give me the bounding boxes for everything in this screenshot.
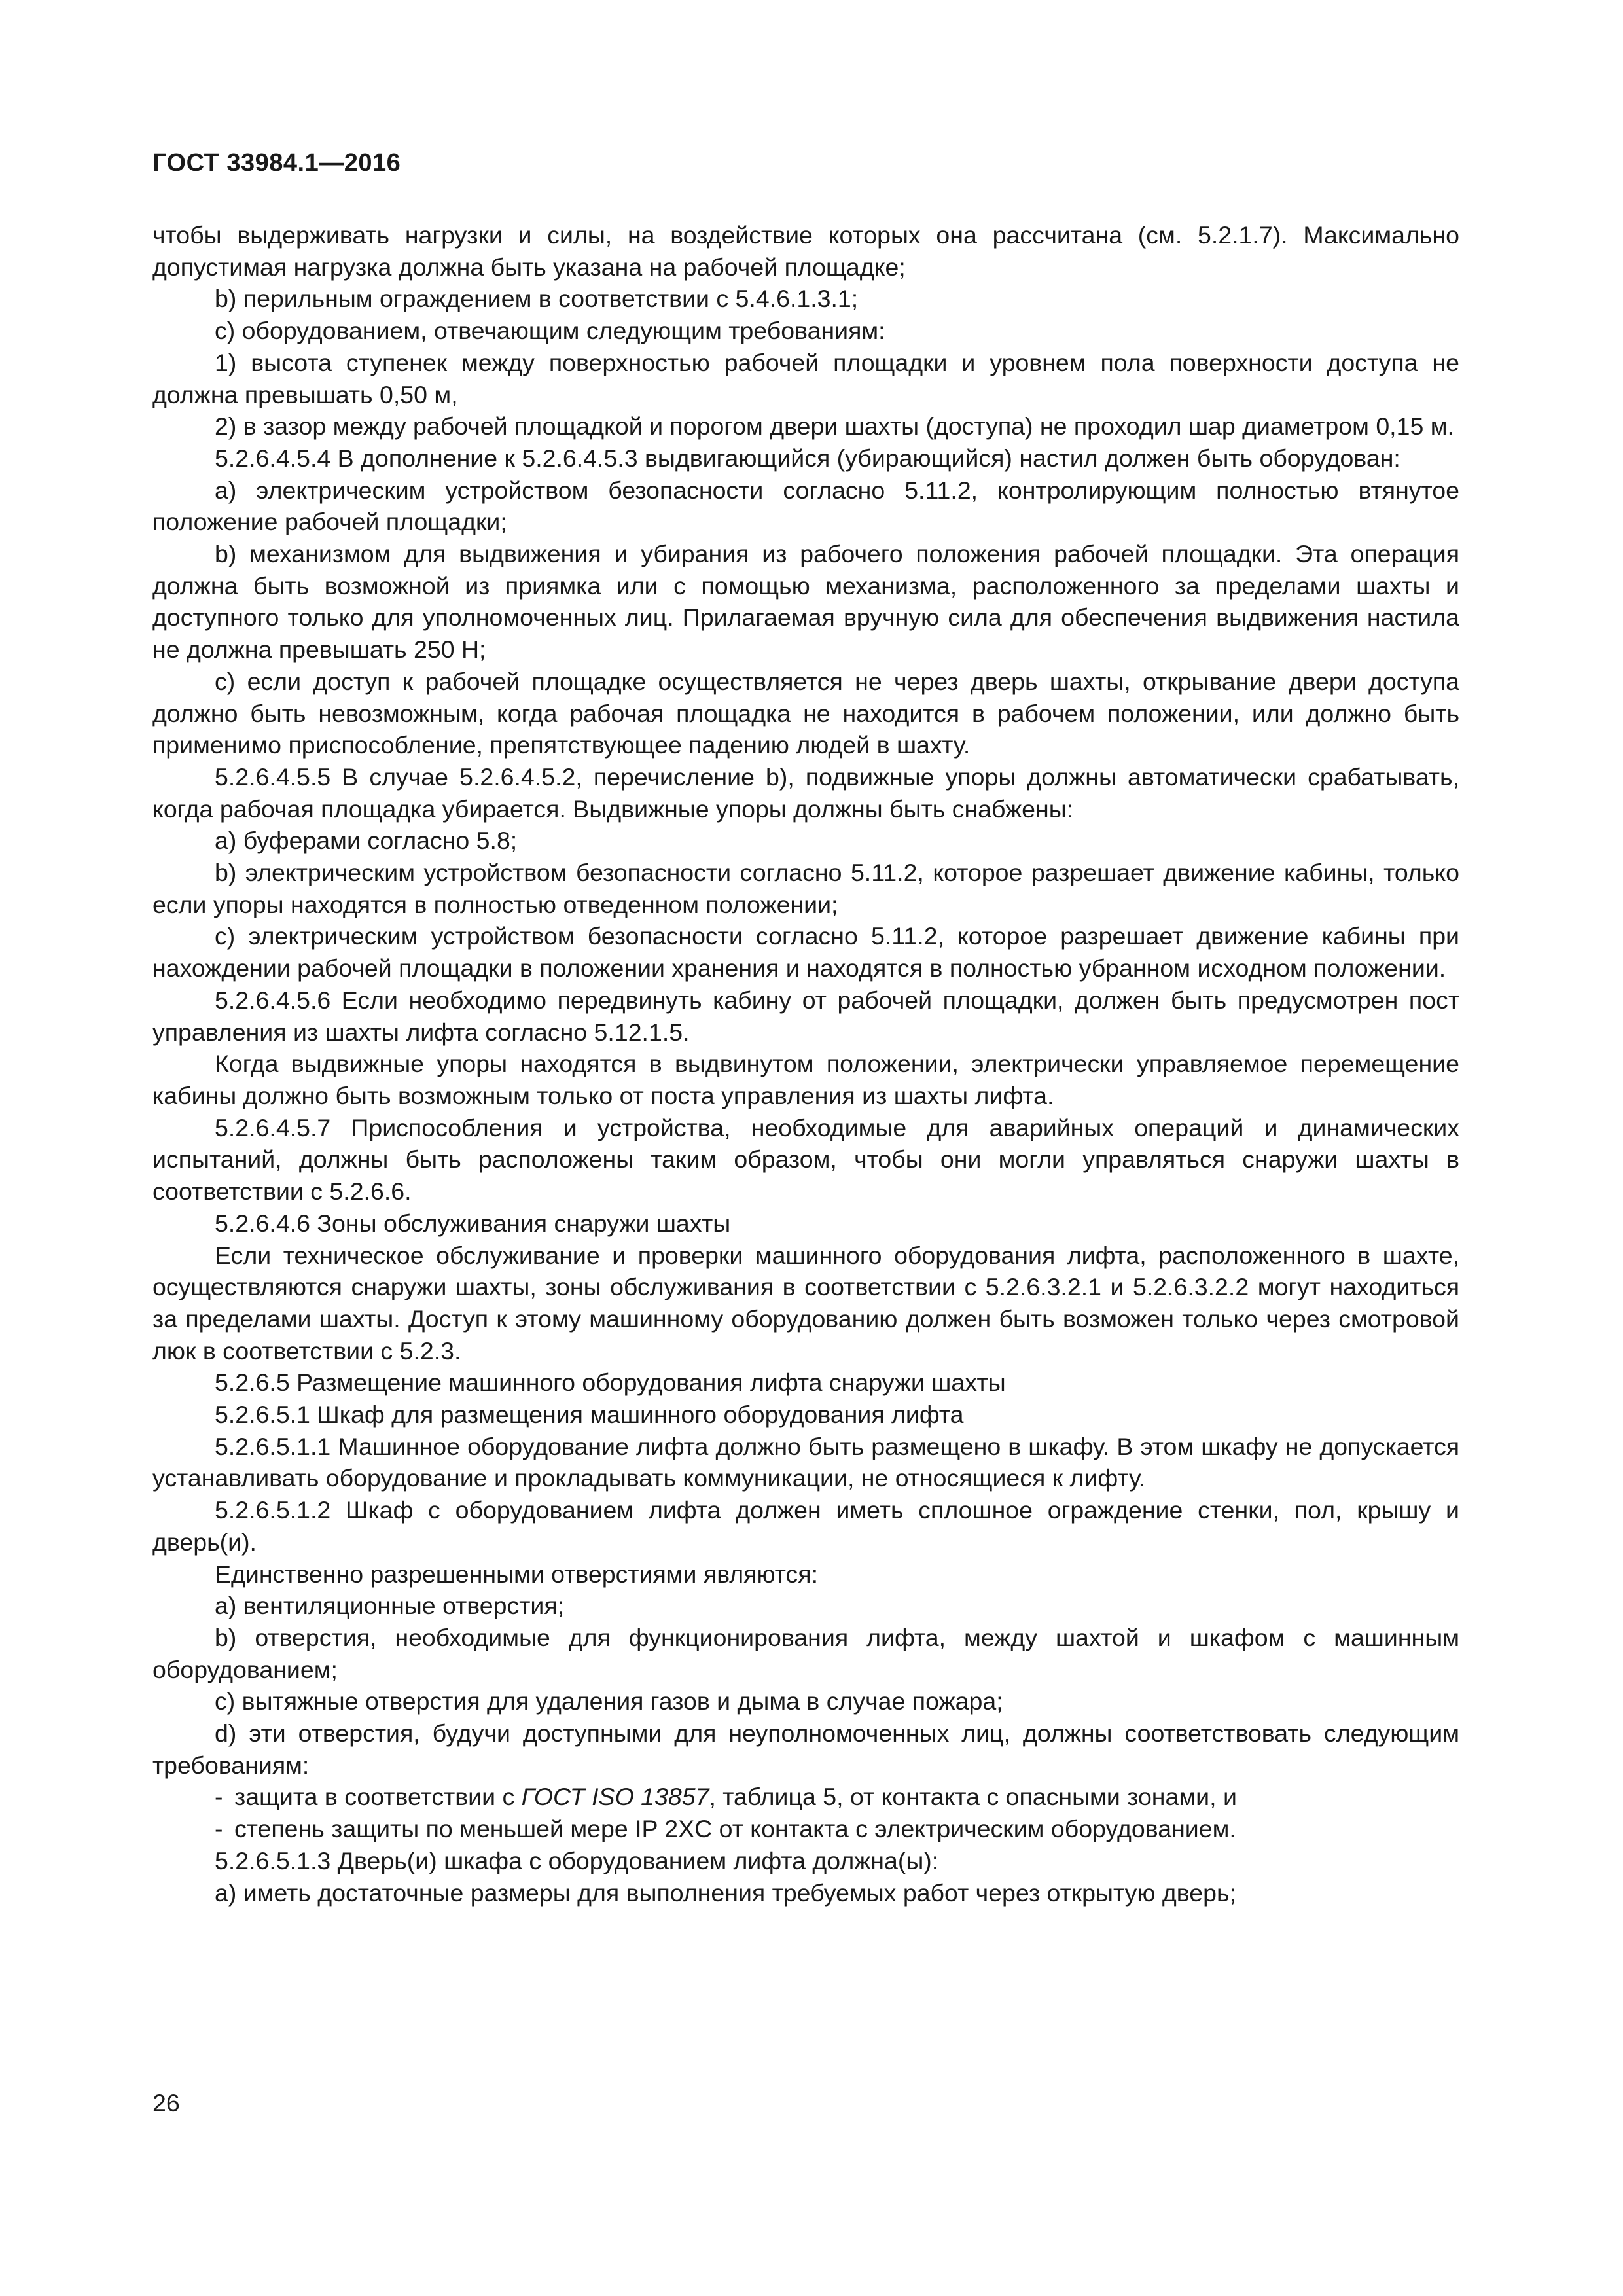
list-item: a) вентиляционные отверстия; (215, 1592, 565, 1620)
clause-paragraph: 5.2.6.4.5.5 В случае 5.2.6.4.5.2, перечисление b), подвижные упоры должны автоматически срабатывать, когда рабочая площадка убирается. Выдвижные упоры должны быть снабжены: (152, 762, 1459, 823)
clause-paragraph: 5.2.6.4.5.7 Приспособления и устройства, необходимые для аварийных операций и динамических испытаний, должны быть расположены таким образом, чтобы они могли управляться снаружи шахты в соответствии с 5.2.6.6. (152, 1113, 1459, 1206)
clause-paragraph: 5.2.6.5.1.3 Дверь(и) шкафа с оборудованием лифта должна(ы): (215, 1846, 939, 1874)
list-item: b) перильным ограждением в соответствии с 5.4.6.1.3.1; (215, 285, 859, 313)
body-text (152, 219, 1459, 1909)
paragraph: Когда выдвижные упоры находятся в выдвинутом положении, электрически управляемое перемещение кабины должно быть возможным только от поста управления из шахты лифта. (152, 1050, 1459, 1109)
standard-header: ГОСТ 33984.1—2016 (152, 149, 401, 177)
clause-paragraph: 5.2.6.4.5.4 В дополнение к 5.2.6.4.5.3 выдвигающийся (убирающийся) настил должен быть оборудован: (215, 444, 1400, 472)
clause-paragraph: 5.2.6.5.1.1 Машинное оборудование лифта должно быть размещено в шкафу. В этом шкафу не допускается устанавливать оборудование и прокладывать коммуникации, не относящиеся к лифту. (152, 1432, 1459, 1492)
list-item: b) отверстия, необходимые для функционирования лифта, между шахтой и шкафом с машинным оборудованием; (152, 1623, 1459, 1683)
list-item: a) иметь достаточные размеры для выполнения требуемых работ через открытую дверь; (215, 1878, 1236, 1907)
list-item: d) эти отверстия, будучи доступными для неуполномоченных лиц, должны соответствовать следующим требованиям: (152, 1719, 1459, 1779)
dash-marker: - (215, 1815, 223, 1843)
list-item: 2) в зазор между рабочей площадкой и порогом двери шахты (доступа) не проходил шар диаметром 0,15 м. (215, 412, 1454, 440)
dash-marker: - (215, 1783, 223, 1811)
list-item: c) если доступ к рабочей площадке осуществляется не через дверь шахты, открывание двери доступа должно быть невозможным, когда рабочая площадка не находится в рабочем положении, или должно быть применимо приспособление, препятствующее падению людей в шахту. (152, 667, 1459, 759)
dash-item (152, 1781, 1459, 1813)
dash-item-text: степень защиты по меньшей мере IP 2XC от контакта с электрическим оборудованием. (234, 1815, 1236, 1843)
clause-paragraph: 5.2.6.4.5.6 Если необходимо передвинуть кабину от рабочей площадки, должен быть предусмотрен пост управления из шахты лифта согласно 5.12.1.5. (152, 986, 1459, 1046)
list-item: c) оборудованием, отвечающим следующим требованиям: (215, 317, 885, 345)
list-item: a) электрическим устройством безопасности согласно 5.11.2, контролирующим полностью втянутое положение рабочей площадки; (152, 476, 1459, 536)
paragraph: Если техническое обслуживание и проверки машинного оборудования лифта, расположенного в шахте, осуществляются снаружи шахты, зоны обслуживания в соответствии с 5.2.6.3.2.1 и 5.2.6.3.2.2 могут находиться за пределами шахты. Доступ к этому машинному оборудованию должен быть возможен только через смотровой люк в соответствии с 5.2.3. (152, 1241, 1459, 1365)
list-item: b) механизмом для выдвижения и убирания из рабочего положения рабочей площадки. Эта операция должна быть возможной из приямка или с помощью механизма, расположенного за пределами шахты и доступного только для уполномоченных лиц. Прилагаемая вручную сила для обеспечения выдвижения настила не должна превышать 250 Н; (152, 540, 1459, 664)
clause-heading: 5.2.6.5 Размещение машинного оборудования лифта снаружи шахты (215, 1369, 1006, 1397)
clause-heading: 5.2.6.5.1 Шкаф для размещения машинного оборудования лифта (215, 1401, 964, 1429)
standard-reference: ГОСТ ISO 13857 (521, 1783, 709, 1811)
list-item: a) буферами согласно 5.8; (215, 827, 518, 855)
dash-item-text-pre: защита в соответствии с (234, 1783, 522, 1811)
clause-paragraph: 5.2.6.5.1.2 Шкаф с оборудованием лифта должен иметь сплошное ограждение стенки, пол, крышу и дверь(и). (152, 1496, 1459, 1556)
dash-item-text-post: , таблица 5, от контакта с опасными зонами, и (709, 1783, 1237, 1811)
list-item: 1) высота ступенек между поверхностью рабочей площадки и уровнем пола поверхности доступа не должна превышать 0,50 м, (152, 348, 1459, 408)
list-item: c) электрическим устройством безопасности согласно 5.11.2, которое разрешает движение кабины при нахождении рабочей площадки в положении хранения и находятся в полностью убранном исходном положении. (152, 922, 1459, 982)
paragraph: чтобы выдерживать нагрузки и силы, на воздействие которых она рассчитана (см. 5.2.1.7). Максимально допустимая нагрузка должна быть указана на рабочей площадке; (152, 221, 1459, 281)
list-item: c) вытяжные отверстия для удаления газов и дыма в случае пожара; (215, 1687, 1003, 1715)
list-item: b) электрическим устройством безопасности согласно 5.11.2, которое разрешает движение кабины, только если упоры находятся в полностью отведенном положении; (152, 859, 1459, 918)
page-number: 26 (152, 2089, 180, 2117)
paragraph: Единственно разрешенными отверстиями являются: (215, 1560, 819, 1588)
dash-item (152, 1813, 1459, 1845)
clause-heading: 5.2.6.4.6 Зоны обслуживания снаружи шахты (215, 1209, 731, 1237)
